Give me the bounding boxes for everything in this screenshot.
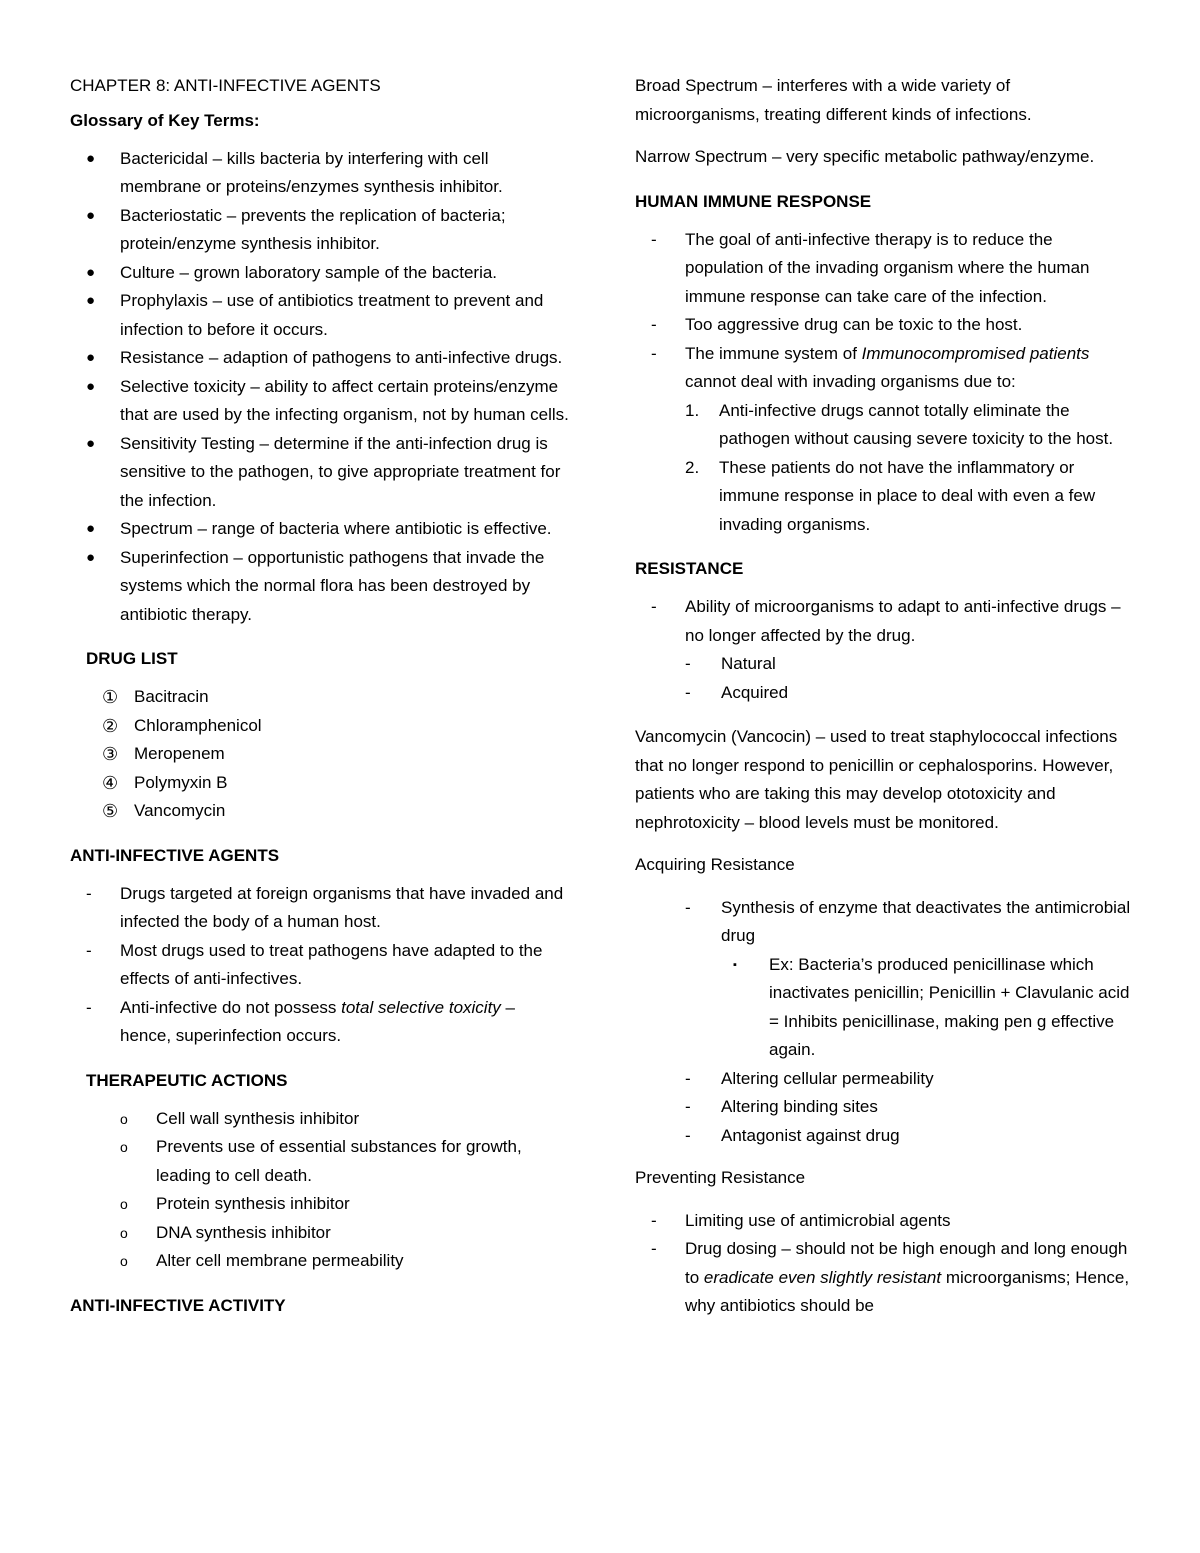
dash-icon: - [651, 1210, 657, 1230]
therapeutic-item: o Prevents use of essential substances for growth, leading to cell death. [70, 1133, 570, 1190]
drug-item: ④ Polymyxin B [70, 769, 570, 798]
acquiring-item: - Altering cellular permeability [635, 1065, 1135, 1094]
dash-icon: - [86, 997, 92, 1017]
bullet-icon: ● [86, 263, 96, 281]
circled-number-icon: ④ [102, 772, 119, 793]
dash-icon: - [685, 654, 691, 673]
therapeutic-item: o Cell wall synthesis inhibitor [70, 1105, 570, 1134]
resistance-types-list [635, 650, 1135, 707]
acquiring-example-item: ▪ Ex: Bacteria’s produced penicillinase which inactivates penicillin; Penicillin + Clavulanic acid = Inhibits penicillinase, making pen g effective again. [635, 951, 1135, 1065]
acquiring-item: - Antagonist against drug [635, 1122, 1135, 1151]
dash-icon: - [86, 940, 92, 960]
number-marker: 2. [685, 457, 700, 477]
acquiring-example-list [635, 951, 1135, 1065]
drug-item: ③ Meropenem [70, 740, 570, 769]
bullet-icon: ● [86, 377, 96, 395]
circle-bullet-icon: o [120, 1253, 128, 1269]
immune-item: - The immune system of Immunocompromised patients cannot deal with invading organisms due to: [635, 340, 1135, 397]
glossary-item: ● Spectrum – range of bacteria where antibiotic is effective. [70, 515, 570, 544]
glossary-item: ● Bacteriostatic – prevents the replication of bacteria; protein/enzyme synthesis inhibitor. [70, 202, 570, 259]
circle-bullet-icon: o [120, 1224, 128, 1241]
glossary-item: ● Superinfection – opportunistic pathogens that invade the systems which the normal flora has been destroyed by antibiotic therapy. [70, 544, 570, 630]
drug-list [70, 683, 570, 826]
dash-icon: - [685, 1097, 691, 1116]
glossary-heading: Glossary of Key Terms: [70, 110, 260, 130]
dash-icon: - [651, 1239, 657, 1258]
acquiring-label: Acquiring Resistance [635, 855, 795, 874]
agents-item: - Anti-infective do not possess total selective toxicity – hence, superinfection occurs. [70, 994, 570, 1051]
drug-item: ① Bacitracin [70, 683, 570, 712]
number-marker: 1. [685, 400, 700, 420]
therapeutic-item: o DNA synthesis inhibitor [70, 1219, 570, 1248]
left-column [70, 72, 570, 1330]
broad-spectrum-text: Broad Spectrum – interferes with a wide variety of microorganisms, treating different kinds of infections. [635, 76, 1032, 124]
circled-number-icon: ① [102, 687, 119, 707]
circle-bullet-icon: o [120, 1139, 128, 1155]
preventing-label: Preventing Resistance [635, 1168, 806, 1187]
therapeutic-item: o Protein synthesis inhibitor [70, 1190, 570, 1219]
dash-icon: - [651, 597, 657, 616]
therapeutic-list [70, 1105, 570, 1276]
drug-item: ② Chloramphenicol [70, 712, 570, 741]
chapter-title: CHAPTER 8: ANTI-INFECTIVE AGENTS [70, 76, 381, 95]
agents-item: - Drugs targeted at foreign organisms that have invaded and infected the body of a human host. [70, 880, 570, 937]
narrow-spectrum-text: Narrow Spectrum – very specific metabolic pathway/enzyme. [635, 147, 1095, 166]
bullet-icon: ● [86, 149, 96, 167]
immune-numbered-item: 1. Anti-infective drugs cannot totally eliminate the pathogen without causing severe toxicity to the host. [635, 397, 1135, 454]
dash-icon: - [685, 1068, 691, 1088]
immune-item: - Too aggressive drug can be toxic to the host. [635, 311, 1135, 340]
right-column [635, 72, 1135, 1321]
glossary-item: ● Selective toxicity – ability to affect certain proteins/enzyme that are used by the infecting organism, not by human cells. [70, 373, 570, 430]
circle-bullet-icon: o [120, 1196, 128, 1212]
glossary-list [70, 145, 570, 630]
preventing-item: - Limiting use of antimicrobial agents [635, 1207, 1135, 1236]
immune-list [635, 226, 1135, 397]
immune-heading: HUMAN IMMUNE RESPONSE [635, 191, 872, 211]
bullet-icon: ● [86, 434, 96, 452]
activity-heading: ANTI-INFECTIVE ACTIVITY [70, 1295, 286, 1315]
bullet-icon: ● [86, 349, 96, 366]
agents-list [70, 880, 570, 1051]
glossary-item: ● Prophylaxis – use of antibiotics treatment to prevent and infection to before it occurs. [70, 287, 570, 344]
dash-icon: - [651, 315, 657, 334]
immune-item: - The goal of anti-infective therapy is to reduce the population of the invading organism where the human immune response can take care of the infection. [635, 226, 1135, 312]
square-bullet-icon: ▪ [733, 958, 737, 971]
immune-numbered-list [635, 397, 1135, 540]
agents-item: - Most drugs used to treat pathogens have adapted to the effects of anti-infectives. [70, 937, 570, 994]
therapeutic-item: o Alter cell membrane permeability [70, 1247, 570, 1276]
circled-number-icon: ⑤ [102, 801, 119, 821]
acquiring-rest-list [635, 1065, 1135, 1151]
circle-bullet-icon: o [120, 1110, 128, 1127]
acquiring-list [635, 894, 1135, 951]
acquiring-item: - Synthesis of enzyme that deactivates the antimicrobial drug [635, 894, 1135, 951]
glossary-item: ● Culture – grown laboratory sample of the bacteria. [70, 259, 570, 288]
dash-icon: - [685, 682, 691, 702]
resistance-list [635, 593, 1135, 650]
acquiring-item: - Altering binding sites [635, 1093, 1135, 1122]
bullet-icon: ● [86, 520, 96, 537]
dash-icon: - [651, 229, 657, 249]
preventing-list [635, 1207, 1135, 1321]
drug-list-heading: DRUG LIST [86, 649, 178, 668]
vancomycin-text: Vancomycin (Vancocin) – used to treat staphylococcal infections that no longer respond to penicillin or cephalosporins. However, patients who are taking this may develop ototoxicity and nephrotoxicity – blood levels must be monitored. [635, 727, 1118, 832]
bullet-icon: ● [86, 292, 96, 309]
drug-item: ⑤ Vancomycin [70, 797, 570, 826]
resistance-type-item: - Natural [635, 650, 1135, 679]
glossary-item: ● Bactericidal – kills bacteria by interfering with cell membrane or proteins/enzymes synthesis inhibitor. [70, 145, 570, 202]
glossary-item: ● Resistance – adaption of pathogens to anti-infective drugs. [70, 344, 570, 373]
dash-icon: - [685, 897, 691, 917]
agents-heading: ANTI-INFECTIVE AGENTS [70, 845, 280, 865]
therapeutic-heading: THERAPEUTIC ACTIONS [86, 1070, 288, 1090]
immune-numbered-item: 2. These patients do not have the inflammatory or immune response in place to deal with even a few invading organisms. [635, 454, 1135, 540]
resistance-item: - Ability of microorganisms to adapt to anti-infective drugs – no longer affected by the drug. [635, 593, 1135, 650]
resistance-heading: RESISTANCE [635, 559, 744, 578]
circled-number-icon: ② [102, 715, 119, 736]
dash-icon: - [685, 1125, 691, 1145]
preventing-item: - Drug dosing – should not be high enough and long enough to eradicate even slightly resistant microorganisms; Hence, why antibiotics should be [635, 1235, 1135, 1321]
bullet-icon: ● [86, 548, 96, 566]
circled-number-icon: ③ [102, 744, 119, 764]
dash-icon: - [86, 883, 92, 903]
bullet-icon: ● [86, 206, 96, 224]
glossary-item: ● Sensitivity Testing – determine if the anti-infection drug is sensitive to the pathogen, to give appropriate treatment for the infection. [70, 430, 570, 516]
resistance-type-item: - Acquired [635, 679, 1135, 708]
dash-icon: - [651, 343, 657, 363]
